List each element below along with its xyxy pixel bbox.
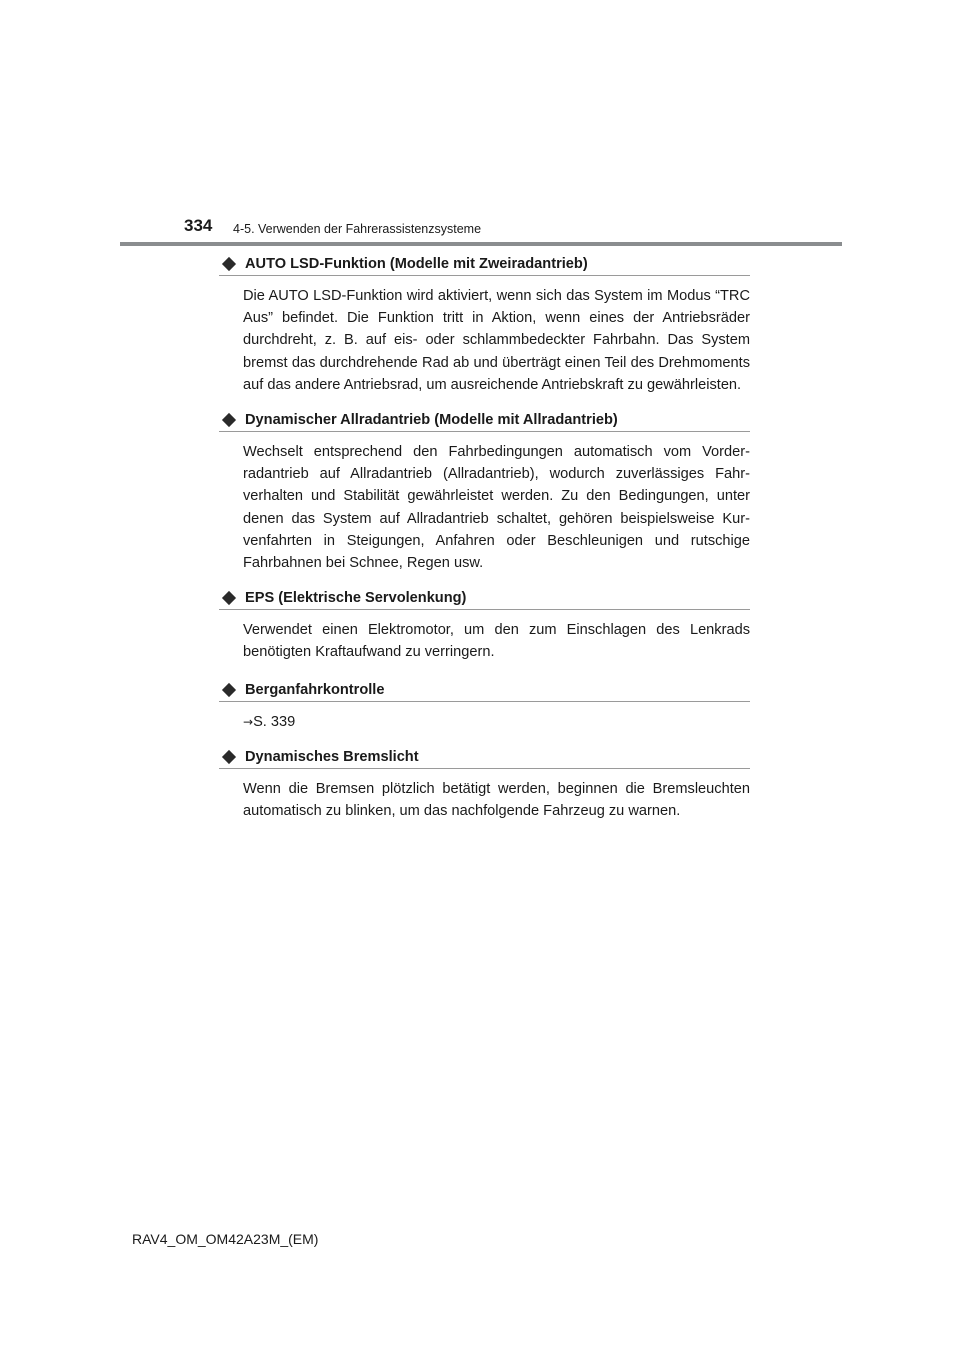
section-heading [219,253,750,276]
arrow-right-icon: → [243,714,254,729]
section-heading [219,587,750,610]
section-heading-text: AUTO LSD-Funktion (Modelle mit Zweiradantrieb) [245,256,588,272]
header-divider [120,242,842,246]
diamond-bullet-icon [222,750,236,764]
section-hill-start [219,679,750,733]
section-heading [219,746,750,769]
diamond-bullet-icon [222,591,236,605]
section-body: Wenn die Bremsen plötzlich betätigt werden, beginnen die Bremsleuchten automatisch zu blinken, um das nachfolgende Fahrzeug zu warnen. [243,780,750,820]
section-body: Wechselt entsprechend den Fahrbedingungen automatisch vom Vorderradantrieb auf Allradantrieb (Allradantrieb), wodurch zuverlässiges Fahrverhalten und Stabilität gewährleistet werden. Zu den Bedingungen, unter denen das System auf Allradantrieb schaltet, gehören beispielsweise Kurvenfahrten in Steigungen, Anfahren oder Beschleunigen und rutschige Fahrbahnen bei Schnee, Regen usw. [243,444,750,572]
section-heading-text: Dynamisches Bremslicht [245,748,419,765]
page-reference-text: S. 339 [253,713,296,730]
page-number: 334 [184,216,213,235]
page-reference-link[interactable] [243,711,750,733]
diamond-bullet-icon [222,413,236,427]
section-brake-light [219,746,750,822]
section-heading [219,679,750,702]
section-auto-lsd [219,253,750,396]
section-body: Verwendet einen Elektromotor, um den zum Einschlagen des Lenkrads benötigten Kraftaufwand zu verringern. [243,622,750,661]
page-content [219,253,750,822]
document-code: RAV4_OM_OM42A23M_(EM) [132,1231,319,1247]
chapter-title: 4-5. Verwenden der Fahrerassistenzsysteme [233,222,482,236]
diamond-bullet-icon [222,257,236,271]
diamond-bullet-icon [222,683,236,697]
section-eps [219,587,750,663]
section-body: Die AUTO LSD-Funktion wird aktiviert, wenn sich das System im Modus “TRC Aus” befindet. Die Funktion tritt in Aktion, wenn eines der Antriebsräder durchdreht, z. B. auf eis- oder schlammbedeckter Fahrbahn. Das System bremst das durchdrehende Rad ab und überträgt einen Teil des Drehmoments auf das andere Antriebsrad, um ausreichende Antriebskraft zu gewährleisten. [243,288,750,393]
section-heading-text: Berganfahrkontrolle [245,681,385,698]
section-dynamic-awd [219,409,750,574]
section-heading-text: Dynamischer Allradantrieb (Modelle mit Allradantrieb) [245,412,618,429]
section-heading [219,409,750,432]
section-heading-text: EPS (Elektrische Servolenkung) [245,590,467,607]
